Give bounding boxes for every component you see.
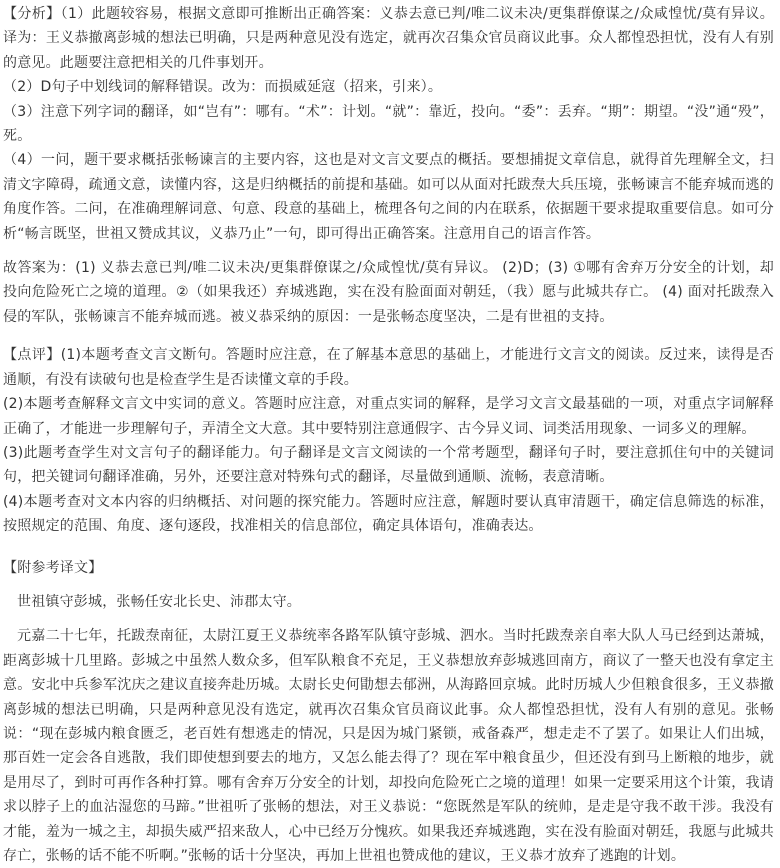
analysis-point-2: （2）D句子中划线词的解释错误。改为：而损威延寇（招来，引来）。	[3, 79, 443, 96]
translation-section	[3, 556, 774, 868]
section-spacer	[3, 329, 774, 343]
section-spacer	[3, 246, 774, 256]
translation-paragraph-2: 元嘉二十七年，托跋焘南征，太尉江夏王义恭统率各路军队镇守彭城、泗水。当时托跋焘亲自率大队人马已经到达萧城，距离彭城十几里路。彭城之中虽然人数众多，但军队粮食不充足，王义恭想放弃彭城逃回南方，商议了一整天也没有拿定主意。安北中兵参军沈庆之建议直接奔赴历城。太尉长史何勖想去郁洲，从海路回京城。此时历城人少但粮食很多，王义恭撤离彭城的想法已明确，只是两种意见没有选定，就再次召集众官员商议此事。众人都惶恐担忧，没有人有别的意见。张畅说：“现在彭城内粮食匮乏，老百姓有想逃走的情况，只是因为城门紧锁，戒备森严，想走走不了罢了。如果让人们出城，那百姓一定会各自逃散，我们即使想到要去的地方，又怎么能去得了？现在军中粮食虽少，但还没有到马上断粮的地步，就是用尽了，到时可再作各种打算。哪有舍弃万分安全的计划，却投向危险死亡之境的道理！如果一定要采用这个计策，我请求以脖子上的血沾湿您的马蹄。”世祖听了张畅的想法，对王义恭说：“您既然是军队的统帅，是走是守我不敢干涉。我没有才能，羞为一城之主，却损失威严招来敌人，心中已经万分愧疚。如果我还弃城逃跑，实在没有脸面对朝廷，我愿与此城共存亡，张畅的话不能不听啊。”张畅的话十分坚决，再加上世祖也赞成他的建议，王义恭才放弃了逃跑的计划。	[3, 628, 774, 864]
comment-point-1: 【点评】(1)本题考查文言文断句。答题时应注意，在了解基本意思的基础上，才能进行文言文的阅读。反过来，读得是否通顺，有没有读破句也是检查学生是否读懂文章的手段。	[3, 347, 774, 388]
translation-paragraph-1: 世祖镇守彭城，张畅任安北长史、沛郡太守。	[17, 593, 301, 610]
translation-heading: 【附参考译文】	[3, 559, 103, 576]
analysis-point-4: （4）一问，题干要求概括张畅谏言的主要内容，这也是对文言文要点的概括。要想捕捉文章信息，就得首先理解全文，扫清文字障碍，疏通文意，读懂内容，这是归纳概括的前提和基础。如可以从面对托跋焘大兵压境，张畅谏言不能弃城而逃的角度作答。二问，在准确理解词意、句意、段意的基础上，梳理各句之间的内在联系，依据题干要求提取重要信息。如可分析“畅言既坚，世祖又赞成其议，义恭乃止”一句，即可得出正确答案。注意用自己的语言作答。	[3, 152, 774, 242]
analysis-section	[3, 2, 774, 246]
answer-summary: 故答案为：(1) 义恭去意已判/唯二议未决/更集群僚谋之/众咸惶忧/莫有异议。 (2)D；(3) ①哪有舍弃万分安全的计划，却投向危险死亡之境的道理。②（如果我还）弃城逃跑，实在没有脸面面对朝廷，（我）愿与此城共存亡。 (4) 面对托跋焘入侵的军队，张畅谏言不能弃城而逃。被义恭采纳的原因：一是张畅态度坚决，二是有世祖的支持。	[3, 260, 774, 325]
analysis-point-1: 【分析】（1）此题较容易，根据文意即可推断出正确答案：义恭去意已判/唯二议未决/更集群僚谋之/众咸惶忧/莫有异议。译为：王义恭撤离彭城的想法已明确，只是两种意见没有选定，就再次召集众官员商议此事。众人都惶恐担忧，没有人有别的意见。此题要注意把相关的几件事划开。	[3, 6, 774, 71]
comment-point-3: (3)此题考查学生对文言句子的翻译能力。句子翻译是文言文阅读的一个常考题型，翻译句子时，要注意抓住句中的关键词句，把关键词句翻译准确，另外，还要注意对特殊句式的翻译，尽量做到通顺、流畅，表意清晰。	[3, 444, 774, 486]
comment-point-2: (2)本题考查解释文言文中实词的意义。答题时应注意，对重点实词的解释，是学习文言文最基础的一项，对重点字词解释正确了，才能进一步理解句子，弄清全文大意。其中要特别注意通假字、古今异义词、词类活用现象、一词多义的理解。	[3, 396, 774, 437]
comment-section	[3, 343, 774, 538]
section-spacer	[3, 614, 774, 624]
section-spacer	[3, 539, 774, 556]
comment-point-4: (4)本题考查对文本内容的归纳概括、对问题的探究能力。答题时应注意，解题时要认真审清题干，确定信息筛选的标准，按照规定的范围、角度、逐句逐段，找准相关的信息部位，确定具体语句，准确表达。	[3, 493, 774, 535]
answer-section	[3, 256, 774, 329]
analysis-point-3: （3）注意下列字词的翻译，如“岂有”：哪有。“术”：计划。“就”：靠近，投向。“委”：丢弃。“期”：期望。“没”通“殁”，死。	[3, 103, 774, 145]
section-spacer	[3, 580, 774, 590]
